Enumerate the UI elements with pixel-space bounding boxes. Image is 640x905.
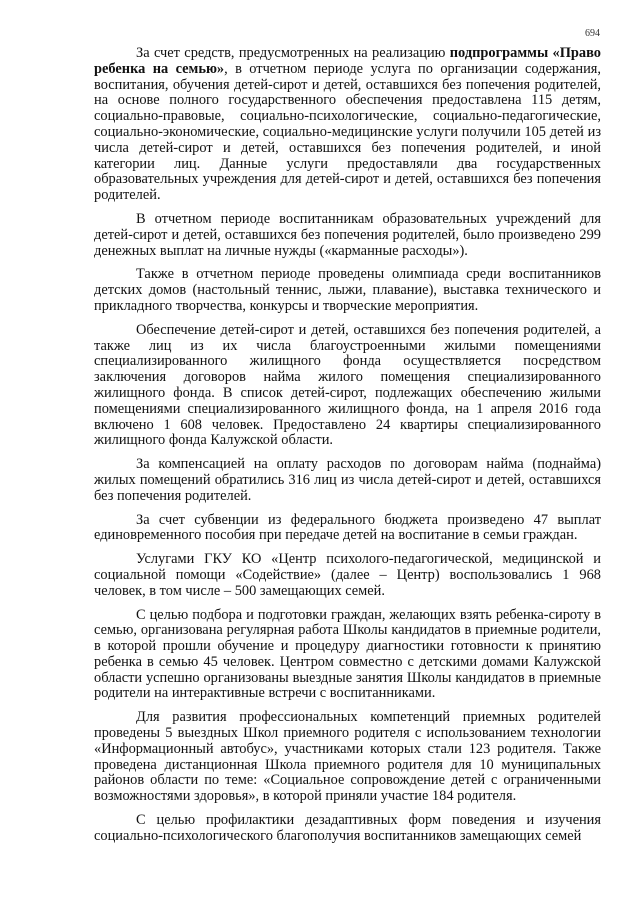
paragraph-1-text-start: За счет средств, предусмотренных на реализацию bbox=[136, 45, 450, 61]
page-number: 694 bbox=[585, 28, 600, 39]
paragraph-6: За счет субвенции из федерального бюджета произведено 47 выплат единовременного пособия при передаче детей на воспитание в семьи граждан. bbox=[94, 511, 601, 544]
paragraph-8: С целью подбора и подготовки граждан, желающих взять ребенка-сироту в семью, организована регулярная работа Школы кандидатов в приемные родители, в которой прошли обучение и процедуру диагностики готовности к принятию ребенка в семью 45 человек. Центром совместно с детскими домами Калужской области успешно организованы выездные занятия Школы кандидатов в приемные родители на интерактивные встречи с воспитанниками. bbox=[94, 606, 601, 702]
subprogram-title: подпрограммы «Право ребенка на семью» bbox=[94, 45, 601, 77]
paragraph-1-text-end: , в отчетном периоде услуга по организации содержания, воспитания, обучения детей-сирот и детей, оставшихся без попечения родителей, на основе полного государственного обеспечения предоставлена 115 детям, социально-правовые, социально-психологические, социально-педагогические, социально-экономические, социально-медицинские услуги получили 105 детей из числа детей-сирот и детей, оставшихся без попечения родителей, и иной категории лиц. Данные услуги предоставляли два государственных образовательных учреждения для детей-сирот и детей, оставшихся без попечения родителей. bbox=[94, 60, 601, 204]
paragraph-10: С целью профилактики дезадаптивных форм поведения и изучения социально-психологического благополучия воспитанников замещающих семей bbox=[94, 812, 601, 844]
paragraph-7: Услугами ГКУ КО «Центр психолого-педагогической, медицинской и социальной помощи «Содействие» (далее – Центр) воспользовались 1 968 человек, в том числе – 500 замещающих семей. bbox=[94, 551, 601, 599]
paragraph-1 bbox=[94, 46, 601, 204]
document-body bbox=[94, 46, 601, 845]
paragraph-3: Также в отчетном периоде проведены олимпиада среди воспитанников детских домов (настольный теннис, лыжи, плавание), выставка технического и прикладного творчества, конкурсы и творческие мероприятия. bbox=[94, 266, 601, 314]
paragraph-2: В отчетном периоде воспитанникам образовательных учреждений для детей-сирот и детей, оставшихся без попечения родителей, было произведено 299 денежных выплат на личные нужды («карманные расходы»). bbox=[94, 210, 601, 259]
paragraph-5: За компенсацией на оплату расходов по договорам найма (поднайма) жилых помещений обратились 316 лиц из числа детей-сирот и детей, оставшихся без попечения родителей. bbox=[94, 456, 601, 504]
paragraph-9: Для развития профессиональных компетенций приемных родителей проведены 5 выездных Школ приемного родителя с использованием технологии «Информационный автобус», участниками которых стали 123 родителя. Также проведена дистанционная Школа приемного родителя для 10 муниципальных районов области по теме: «Социальное сопровождение детей с ограниченными возможностями здоровья», в которой приняли участие 184 родителя. bbox=[94, 709, 601, 805]
paragraph-4: Обеспечение детей-сирот и детей, оставшихся без попечения родителей, а также лиц из их числа благоустроенными жилыми помещениями специализированного жилищного фонда осуществляется посредством заключения договоров найма жилого помещения специализированного жилищного фонда. В список детей-сирот, подлежащих обеспечению жилыми помещениями специализированного жилищного фонда, на 1 апреля 2016 года включено 1 608 человек. Предоставлено 24 квартиры специализированного жилищного фонда Калужской области. bbox=[94, 321, 601, 449]
